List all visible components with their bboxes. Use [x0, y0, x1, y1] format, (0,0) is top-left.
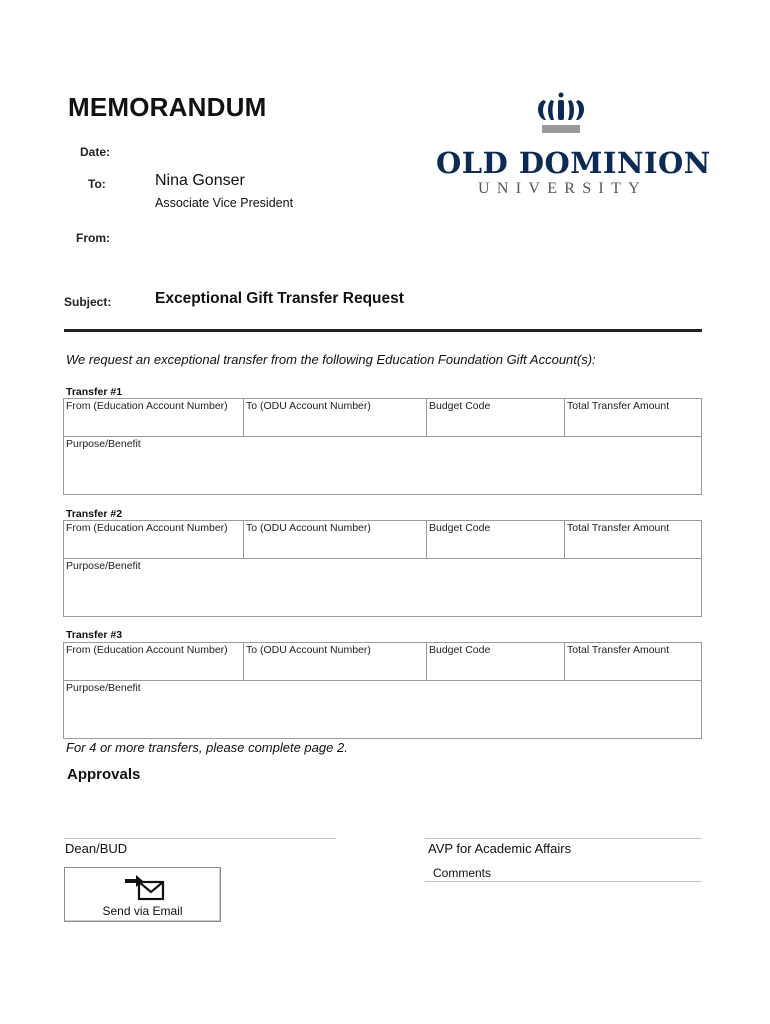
from-label: From:	[76, 231, 110, 245]
comments-label: Comments	[433, 866, 492, 880]
to-name: Nina Gonser	[155, 172, 245, 189]
date-label: Date:	[80, 145, 111, 159]
budget-code-field[interactable]: Budget Code	[427, 521, 565, 558]
more-transfers-note: For 4 or more transfers, please complete page 2.	[66, 740, 348, 755]
to-label: To:	[88, 177, 106, 191]
subject-text: Exceptional Gift Transfer Request	[155, 290, 404, 307]
approvals-heading: Approvals	[67, 766, 141, 783]
header-divider	[64, 329, 702, 332]
budget-code-field[interactable]: Budget Code	[427, 643, 565, 680]
budget-code-field[interactable]: Budget Code	[427, 399, 565, 436]
from-account-field[interactable]: From (Education Account Number)	[64, 521, 244, 558]
total-amount-field[interactable]: Total Transfer Amount	[567, 522, 670, 534]
transfer-3-label: Transfer #3	[66, 629, 123, 641]
total-amount-field[interactable]: Total Transfer Amount	[567, 400, 670, 412]
university-logo	[436, 92, 711, 204]
transfer-1-label: Transfer #1	[66, 386, 123, 398]
send-via-email-label: Send via Email	[102, 904, 183, 918]
send-via-email-button[interactable]	[64, 867, 221, 922]
transfer-2-table	[63, 520, 702, 617]
from-account-field[interactable]: From (Education Account Number)	[64, 643, 244, 680]
transfer-3-table	[63, 642, 702, 739]
dean-signature-field[interactable]	[64, 838, 336, 839]
crown-icon	[534, 92, 588, 136]
purpose-benefit-field[interactable]: Purpose/Benefit	[66, 682, 141, 694]
to-title: Associate Vice President	[155, 196, 294, 210]
purpose-benefit-field[interactable]: Purpose/Benefit	[66, 438, 141, 450]
to-account-field[interactable]: To (ODU Account Number)	[244, 521, 427, 558]
avp-signature-field[interactable]	[425, 838, 702, 839]
transfer-1-table	[63, 398, 702, 495]
mail-send-icon	[122, 874, 166, 902]
total-amount-field[interactable]: Total Transfer Amount	[567, 644, 670, 656]
intro-text: We request an exceptional transfer from the following Education Foundation Gift Account(s):	[66, 352, 596, 367]
to-account-field[interactable]: To (ODU Account Number)	[244, 643, 427, 680]
logo-subword: UNIVERSITY	[478, 180, 647, 197]
memo-title: MEMORANDUM	[68, 92, 267, 122]
logo-wordmark: OLD DOMINION	[436, 146, 711, 180]
from-account-field[interactable]: From (Education Account Number)	[64, 399, 244, 436]
avp-label: AVP for Academic Affairs	[428, 841, 572, 856]
purpose-benefit-field[interactable]: Purpose/Benefit	[66, 560, 141, 572]
comments-field[interactable]	[425, 881, 702, 882]
subject-label: Subject:	[64, 295, 112, 309]
dean-label: Dean/BUD	[65, 841, 128, 856]
to-account-field[interactable]: To (ODU Account Number)	[244, 399, 427, 436]
transfer-2-label: Transfer #2	[66, 508, 123, 520]
